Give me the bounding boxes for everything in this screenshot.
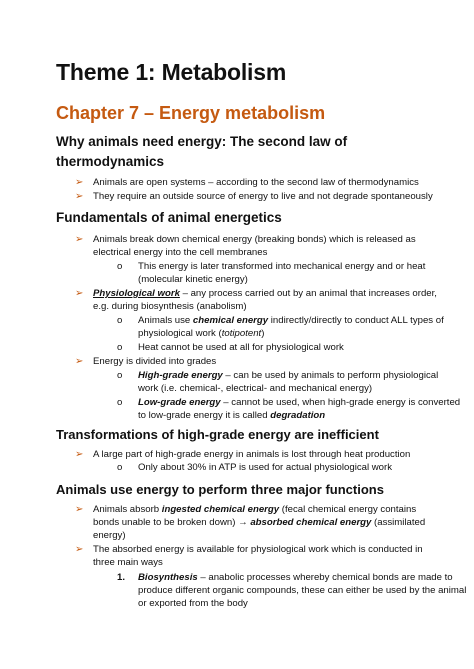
bullet-text: A large part of high-grade energy in animals is lost through heat production [93, 449, 411, 460]
circle-bullet-icon: o [117, 342, 123, 353]
term-totipotent: totipotent [221, 328, 262, 339]
sub-bullet-text: Only about 30% in ATP is used for actual physiological work [138, 462, 393, 473]
right-arrow-icon: → [238, 517, 248, 528]
bullet-text: Animals absorb ingested chemical energy (fecal chemical energy contains [93, 504, 417, 515]
arrow-bullet-icon: ➢ [75, 191, 84, 202]
circle-bullet-icon: o [117, 397, 123, 408]
bullet-text-continued: three main ways [93, 557, 163, 568]
sub-bullet-text: Low-grade energy – cannot be used, when high-grade energy is converted [138, 397, 461, 408]
bullet-text-continued: bonds unable to be broken down) → absorbed chemical energy (assimilated [93, 517, 426, 528]
numbered-item-text-continued: produce different organic compounds, these can either be used by the animal [138, 585, 467, 596]
sub-bullet-text: High-grade energy – can be used by animals to perform physiological [138, 370, 439, 381]
bullet-text: Animals break down chemical energy (breaking bonds) which is released as [93, 234, 416, 245]
term-low-grade-energy: Low-grade energy [138, 397, 221, 408]
bullet-text: Physiological work – any process carried out by an animal that increases order, [93, 288, 437, 299]
arrow-bullet-icon: ➢ [75, 504, 84, 515]
term-chemical-energy: chemical energy [192, 315, 269, 326]
section-heading-three-functions: Animals use energy to perform three major functions [56, 482, 384, 497]
arrow-bullet-icon: ➢ [75, 234, 84, 245]
bullet-text: The absorbed energy is available for physiological work which is conducted in [93, 544, 423, 555]
bullet-text: They require an outside source of energy to live and not degrade spontaneously [93, 191, 433, 202]
bullet-text-continued: e.g. during biosynthesis (anabolism) [93, 301, 247, 312]
arrow-bullet-icon: ➢ [75, 356, 84, 367]
circle-bullet-icon: o [117, 315, 123, 326]
section-heading-fundamentals: Fundamentals of animal energetics [56, 210, 282, 225]
chapter-heading: Chapter 7 – Energy metabolism [56, 103, 326, 123]
sub-bullet-text-continued: (molecular kinetic energy) [138, 274, 248, 285]
circle-bullet-icon: o [117, 370, 123, 381]
page-title: Theme 1: Metabolism [56, 59, 287, 85]
arrow-bullet-icon: ➢ [75, 288, 84, 299]
numbered-item-text: Biosynthesis – anabolic processes whereby chemical bonds are made to [138, 572, 453, 583]
arrow-bullet-icon: ➢ [75, 544, 84, 555]
term-high-grade-energy: High-grade energy [138, 370, 223, 381]
sub-bullet-text: Animals use chemical energy indirectly/directly to conduct ALL types of [138, 315, 444, 326]
arrow-bullet-icon: ➢ [75, 449, 84, 460]
term-physiological-work: Physiological work [93, 288, 180, 299]
term-degradation: degradation [270, 410, 326, 421]
circle-bullet-icon: o [117, 261, 123, 272]
section-heading-energy-need: Why animals need energy: The second law of thermodynamics [56, 134, 348, 169]
bullet-text: Animals are open systems – according to the second law of thermodynamics [93, 177, 419, 188]
bullet-text-continued: electrical energy into the cell membranes [93, 247, 268, 258]
sub-bullet-text-continued: to low-grade energy it is called degradation [138, 410, 326, 421]
circle-bullet-icon: o [117, 462, 123, 473]
bullet-text-continued: energy) [93, 530, 126, 541]
sub-bullet-text: Heat cannot be used at all for physiological work [138, 342, 344, 353]
bullet-text: Energy is divided into grades [93, 356, 217, 367]
sub-bullet-text-continued: physiological work (totipotent) [138, 328, 265, 339]
term-biosynthesis: Biosynthesis [138, 572, 198, 583]
section-heading-transformations: Transformations of high-grade energy are inefficient [56, 427, 379, 442]
sub-bullet-text-continued: work (i.e. chemical-, electrical- and mechanical energy) [138, 383, 373, 394]
term-absorbed-chemical-energy: absorbed chemical energy [247, 517, 372, 528]
term-ingested-chemical-energy: ingested chemical energy [161, 504, 280, 515]
arrow-bullet-icon: ➢ [75, 177, 84, 188]
numbered-item-text-continued: or exported from the body [138, 598, 248, 609]
list-number: 1. [117, 572, 126, 583]
sub-bullet-text: This energy is later transformed into mechanical energy and or heat [138, 261, 426, 272]
